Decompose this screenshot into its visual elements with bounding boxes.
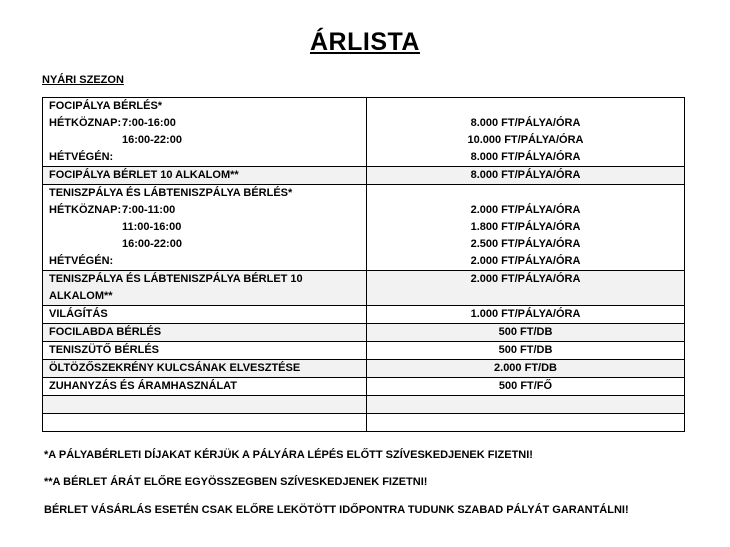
row-heading: FOCIPÁLYA BÉRLÉS*	[49, 100, 163, 112]
time-slot	[49, 219, 360, 236]
price-value: 8.000 FT/PÁLYA/ÓRA	[470, 117, 581, 129]
table-row	[43, 378, 685, 396]
table-row	[43, 185, 685, 271]
row-heading: TENISZPÁLYA ÉS LÁBTENISZPÁLYA BÉRLÉS*	[49, 187, 293, 199]
price-value: 8.000 FT/PÁLYA/ÓRA	[367, 167, 685, 185]
day-label: HÉTVÉGÉN:	[49, 255, 114, 267]
price-value: 10.000 FT/PÁLYA/ÓRA	[467, 134, 584, 146]
table-row	[43, 342, 685, 360]
empty-row	[43, 414, 685, 432]
price-table	[42, 97, 685, 432]
row-label-cell	[43, 98, 367, 167]
row-label: TENISZPÁLYA ÉS LÁBTENISZPÁLYA BÉRLET 10	[49, 273, 303, 285]
time-range: 16:00-22:00	[122, 238, 182, 250]
day-label: HÉTKÖZNAP:	[49, 204, 122, 216]
day-label: HÉTKÖZNAP:	[49, 117, 122, 129]
price-value: 2.000 FT/PÁLYA/ÓRA	[470, 255, 581, 267]
price-value: 2.000 FT/PÁLYA/ÓRA	[367, 271, 685, 306]
time-range: 11:00-16:00	[122, 221, 182, 233]
row-label: ÖLTÖZŐSZEKRÉNY KULCSÁNAK ELVESZTÉSE	[43, 360, 367, 378]
footnote-payment: *A PÁLYABÉRLETI DÍJAKAT KÉRJÜK A PÁLYÁRA LÉPÉS ELŐTT SZÍVESKEDJENEK FIZETNI!	[44, 449, 533, 461]
price-value: 500 FT/DB	[367, 324, 685, 342]
row-label: ZUHANYZÁS ÉS ÁRAMHASZNÁLAT	[43, 378, 367, 396]
time-range: 7:00-16:00	[122, 117, 176, 129]
row-label: FOCILABDA BÉRLÉS	[43, 324, 367, 342]
time-slot	[49, 115, 360, 132]
row-label: FOCIPÁLYA BÉRLET 10 ALKALOM**	[43, 167, 367, 185]
time-slot	[49, 132, 360, 149]
row-label-cell	[43, 271, 367, 306]
day-label: HÉTVÉGÉN:	[49, 151, 114, 163]
time-slot	[49, 149, 360, 166]
empty-row	[43, 396, 685, 414]
season-subtitle: NYÁRI SZEZON	[42, 74, 124, 86]
time-slot	[49, 236, 360, 253]
table-row	[43, 167, 685, 185]
row-price-cell	[367, 98, 685, 167]
row-label: VILÁGÍTÁS	[43, 306, 367, 324]
time-slot	[49, 253, 360, 270]
price-value: 500 FT/FŐ	[367, 378, 685, 396]
row-price-cell	[367, 185, 685, 271]
table-row	[43, 306, 685, 324]
footnote-guarantee: BÉRLET VÁSÁRLÁS ESETÉN CSAK ELŐRE LEKÖTÖTT IDŐPONTRA TUDUNK SZABAD PÁLYÁT GARANTÁLNI!	[44, 504, 629, 516]
time-range: 16:00-22:00	[122, 134, 182, 146]
price-value: 2.000 FT/PÁLYA/ÓRA	[470, 204, 581, 216]
price-value: 2.000 FT/DB	[367, 360, 685, 378]
time-range: 7:00-11:00	[122, 204, 176, 216]
row-label: TENISZÜTŐ BÉRLÉS	[43, 342, 367, 360]
table-row	[43, 324, 685, 342]
price-value: 1.000 FT/PÁLYA/ÓRA	[367, 306, 685, 324]
footnote-pass-payment: **A BÉRLET ÁRÁT ELŐRE EGYÖSSZEGBEN SZÍVESKEDJENEK FIZETNI!	[44, 476, 428, 488]
page-title: ÁRLISTA	[310, 28, 420, 56]
price-value: 1.800 FT/PÁLYA/ÓRA	[470, 221, 581, 233]
table-row	[43, 360, 685, 378]
price-value: 2.500 FT/PÁLYA/ÓRA	[470, 238, 581, 250]
row-label-cell	[43, 185, 367, 271]
price-value: 8.000 FT/PÁLYA/ÓRA	[470, 151, 581, 163]
row-label: ALKALOM**	[49, 290, 113, 302]
table-row	[43, 98, 685, 167]
price-value: 500 FT/DB	[367, 342, 685, 360]
table-row	[43, 271, 685, 306]
time-slot	[49, 202, 360, 219]
